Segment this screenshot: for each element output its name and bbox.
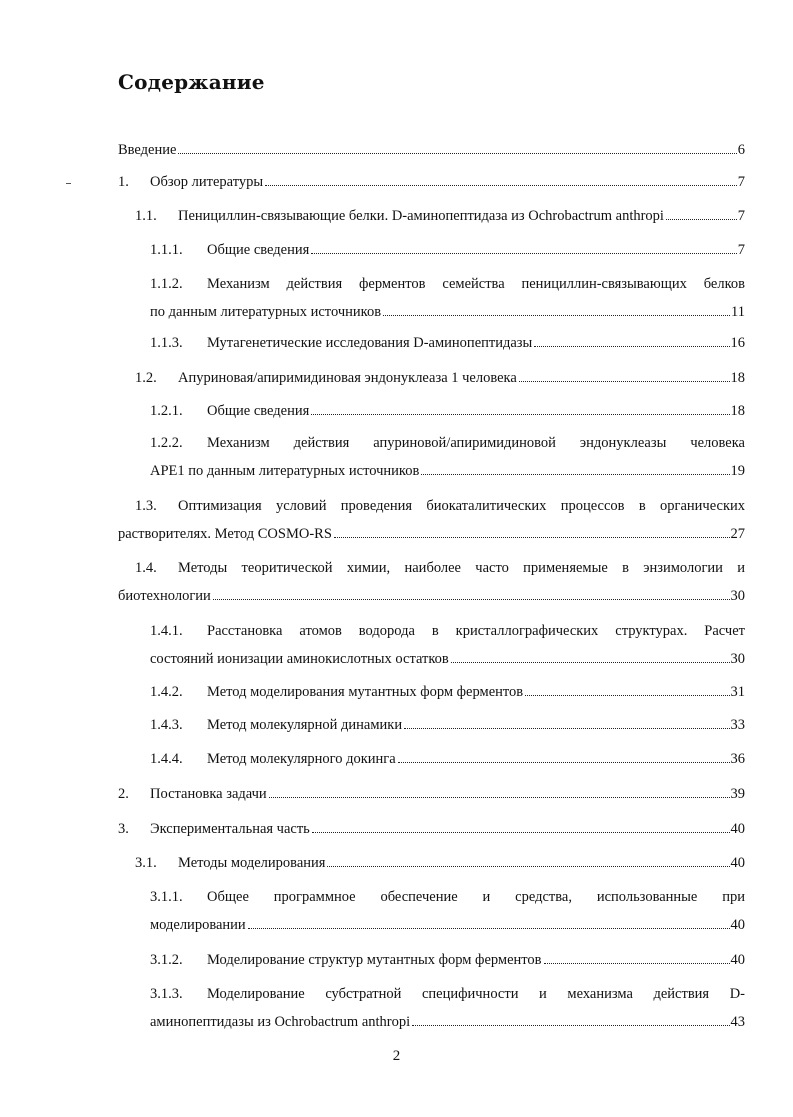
toc-entry-number: 1.1.2. [150, 276, 183, 292]
toc-entry[interactable] [150, 682, 745, 702]
toc-entry-title: Обзор литературы [150, 174, 264, 190]
toc-entry-number: 1.1. [135, 208, 157, 224]
toc-entry-title: Введение [118, 142, 177, 158]
toc-entry-title: Методы моделирования [178, 855, 326, 871]
toc-entry[interactable] [150, 401, 745, 421]
toc-entry-title-continued: растворителях. Метод COSMO-RS [118, 526, 332, 542]
toc-entry-page: 7 [737, 242, 745, 258]
toc-entry-title: Механизм действия апуриновой/апиримидиновой эндонуклеазы человека [207, 435, 745, 451]
dot-leader [334, 537, 730, 538]
dot-leader [398, 762, 730, 763]
dot-leader [311, 253, 736, 254]
toc-entry[interactable] [118, 140, 745, 160]
toc-entry-title: Механизм действия ферментов семейства пенициллин-связывающих белков [207, 276, 745, 292]
dot-leader [383, 315, 730, 316]
toc-entry-number: 1.1.1. [150, 242, 183, 258]
dot-leader [519, 381, 730, 382]
toc-entry[interactable] [150, 333, 745, 353]
dot-leader [327, 866, 729, 867]
toc-entry-page: 39 [730, 786, 745, 802]
toc-entry-title-continued: биотехнологии [118, 588, 211, 604]
toc-entry-number: 3.1.2. [150, 952, 183, 968]
toc-entry-page: 16 [730, 335, 745, 351]
dot-leader [666, 219, 737, 220]
toc-entry-title: Оптимизация условий проведения биокаталитических процессов в органических [178, 498, 745, 514]
dot-leader [404, 728, 729, 729]
toc-entry[interactable] [150, 433, 745, 481]
toc-entry-number: 1.4.4. [150, 751, 183, 767]
toc-entry-number: 1.2.2. [150, 435, 183, 451]
toc-entry-number: 1.4.3. [150, 717, 183, 733]
toc-entry-title: Экспериментальная часть [150, 821, 310, 837]
dot-leader [269, 797, 730, 798]
toc-entry-title-continued: по данным литературных источников [150, 304, 382, 320]
dot-leader [178, 153, 736, 154]
toc-entry-title-continued: APE1 по данным литературных источников [150, 463, 420, 479]
toc-entry-title: Метод молекулярной динамики [207, 717, 403, 733]
toc-entry[interactable] [150, 887, 745, 935]
toc-entry-page: 40 [730, 855, 745, 871]
toc-entry-page: 40 [730, 952, 745, 968]
toc-entry-number: 1.2.1. [150, 403, 183, 419]
toc-entry-title: Общие сведения [207, 403, 310, 419]
toc-entry-page: 33 [730, 717, 745, 733]
dot-leader [421, 474, 729, 475]
toc-entry-title: Мутагенетические исследования D-аминопептидазы [207, 335, 533, 351]
dot-leader [525, 695, 729, 696]
margin-mark [66, 183, 71, 184]
page-title: Содержание [118, 70, 265, 94]
page-number: 2 [392, 1048, 401, 1064]
toc-entry[interactable] [118, 172, 745, 192]
toc-entry[interactable] [150, 749, 745, 769]
toc-entry[interactable] [118, 784, 745, 804]
toc-entry-number: 1.2. [135, 370, 157, 386]
toc-entry-number: 1.4.2. [150, 684, 183, 700]
toc-entry-title: Общие сведения [207, 242, 310, 258]
toc-entry-number: 1. [118, 174, 129, 190]
toc-entry-title: Пенициллин-связывающие белки. D-аминопептидаза из Ochrobactrum anthropi [178, 208, 664, 224]
toc-entry-page: 18 [730, 370, 745, 386]
toc-entry[interactable] [150, 984, 745, 1032]
dot-leader [312, 832, 730, 833]
toc-entry-number: 1.4.1. [150, 623, 183, 639]
toc-entry[interactable] [135, 206, 745, 226]
toc-entry-number: 3.1.1. [150, 889, 183, 905]
toc-entry-number: 1.4. [135, 560, 157, 576]
toc-entry-title: Расстановка атомов водорода в кристаллографических структурах. Расчет [207, 623, 745, 639]
toc-entry-page: 7 [737, 174, 745, 190]
toc-entry-number: 3.1.3. [150, 986, 183, 1002]
dot-leader [412, 1025, 729, 1026]
toc-entry-page: 27 [730, 526, 745, 542]
toc-entry-title: Методы теоритической химии, наиболее часто применяемые в энзимологии и [178, 560, 745, 576]
toc-entry[interactable] [150, 621, 745, 669]
toc-entry[interactable] [150, 715, 745, 735]
dot-leader [451, 662, 730, 663]
toc-entry[interactable] [118, 558, 745, 606]
toc-entry[interactable] [135, 368, 745, 388]
toc-entry[interactable] [150, 274, 745, 322]
toc-entry-page: 40 [730, 821, 745, 837]
toc-entry-number: 1.3. [135, 498, 157, 514]
toc-entry-page: 36 [730, 751, 745, 767]
toc-entry-page: 31 [730, 684, 745, 700]
dot-leader [534, 346, 729, 347]
toc-entry-page: 40 [730, 917, 745, 933]
toc-entry-page: 30 [730, 651, 745, 667]
toc-entry-page: 19 [730, 463, 745, 479]
toc-entry-number: 2. [118, 786, 129, 802]
toc-entry-page: 30 [730, 588, 745, 604]
toc-entry-title: Моделирование субстратной специфичности и механизма действия D- [207, 986, 745, 1002]
dot-leader [248, 928, 730, 929]
toc-entry-page: 18 [730, 403, 745, 419]
toc-entry-title: Метод моделирования мутантных форм ферментов [207, 684, 524, 700]
toc-entry-page: 7 [737, 208, 745, 224]
toc-entry-title: Общее программное обеспечение и средства, использованные при [207, 889, 745, 905]
dot-leader [311, 414, 729, 415]
toc-entry-title: Постановка задачи [150, 786, 267, 802]
toc-entry-title: Моделирование структур мутантных форм ферментов [207, 952, 542, 968]
toc-entry-number: 1.1.3. [150, 335, 183, 351]
toc-entry-page: 6 [737, 142, 745, 158]
toc-entry-title-continued: моделировании [150, 917, 246, 933]
toc-entry-page: 11 [731, 304, 745, 320]
toc-entry[interactable] [135, 853, 745, 873]
toc-entry[interactable] [118, 496, 745, 544]
toc-entry-title: Апуриновая/апиримидиновая эндонуклеаза 1 человека [178, 370, 517, 386]
toc-entry-title-continued: аминопептидазы из Ochrobactrum anthropi [150, 1014, 411, 1030]
toc-entry-number: 3.1. [135, 855, 157, 871]
toc-entry-page: 43 [730, 1014, 745, 1030]
dot-leader [544, 963, 730, 964]
toc-entry[interactable] [118, 819, 745, 839]
dot-leader [265, 185, 737, 186]
dot-leader [213, 599, 730, 600]
toc-entry-title-continued: состояний ионизации аминокислотных остатков [150, 651, 449, 667]
toc-entry[interactable] [150, 240, 745, 260]
toc-entry-number: 3. [118, 821, 129, 837]
toc-entry-title: Метод молекулярного докинга [207, 751, 396, 767]
toc-entry[interactable] [150, 950, 745, 970]
